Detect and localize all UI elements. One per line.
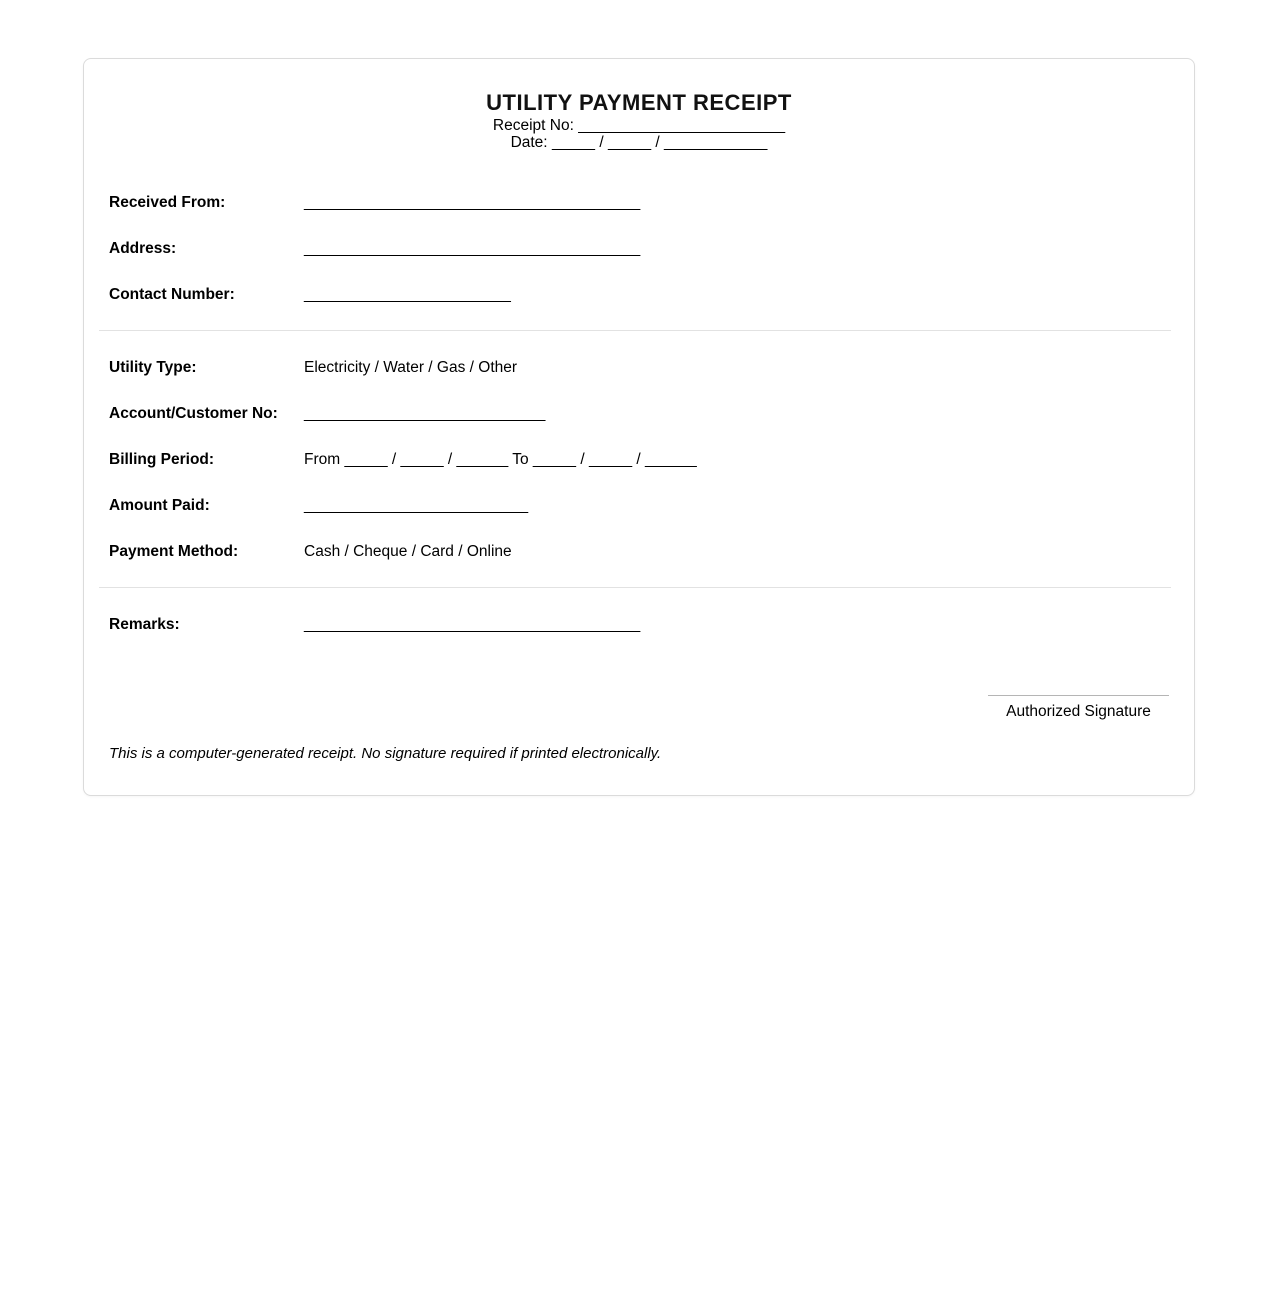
utility-type-options: Electricity / Water / Gas / Other [304, 359, 518, 376]
address-label: Address: [109, 240, 177, 257]
billing-period-label: Billing Period: [109, 451, 215, 468]
utility-type-label: Utility Type: [109, 359, 197, 376]
address-blank-line: _______________________________________ [304, 240, 641, 257]
receipt-no-label: Receipt No: [492, 117, 574, 134]
billing-period-blank-line: From _____ / _____ / ______ To _____ / _____ / ______ [304, 451, 697, 468]
account-no-label: Account/Customer No: [109, 405, 278, 422]
authorized-signature-label: Authorized Signature [1006, 703, 1151, 720]
contact-number-blank-line: ________________________ [304, 286, 511, 303]
section-divider-bottom [99, 587, 1171, 588]
remarks-blank-line: _______________________________________ [304, 616, 641, 633]
remarks-label: Remarks: [109, 616, 180, 633]
field-row-account-no [109, 404, 1169, 424]
field-row-billing-period [109, 450, 1169, 470]
date-row [109, 134, 1169, 151]
signature-block [988, 695, 1169, 722]
receipt-card [83, 58, 1195, 796]
amount-paid-label: Amount Paid: [109, 497, 210, 514]
field-row-received-from [109, 193, 1169, 213]
contact-number-label: Contact Number: [109, 286, 235, 303]
payment-method-label: Payment Method: [109, 543, 239, 560]
field-row-payment-method [109, 542, 1169, 562]
payment-method-options: Cash / Cheque / Card / Online [304, 543, 512, 560]
date-label: Date: [510, 134, 548, 151]
received-from-blank-line: _______________________________________ [304, 194, 641, 211]
section-divider-top [99, 330, 1171, 331]
field-row-utility-type [109, 358, 1169, 378]
date-blank-line: _____ / _____ / ____________ [551, 134, 768, 151]
field-row-amount-paid [109, 496, 1169, 516]
receipt-no-blank-line: ________________________ [578, 117, 786, 134]
receipt-no-row [109, 117, 1169, 134]
footer-note: This is a computer-generated receipt. No signature required if printed electronically. [109, 745, 662, 762]
field-row-address [109, 239, 1169, 259]
receipt-header [109, 59, 1169, 151]
account-no-blank-line: ____________________________ [304, 405, 546, 422]
field-row-contact-number [109, 285, 1169, 305]
amount-paid-blank-line: __________________________ [304, 497, 529, 514]
field-row-remarks [109, 615, 1169, 635]
received-from-label: Received From: [109, 194, 226, 211]
receipt-title: UTILITY PAYMENT RECEIPT [486, 90, 792, 115]
